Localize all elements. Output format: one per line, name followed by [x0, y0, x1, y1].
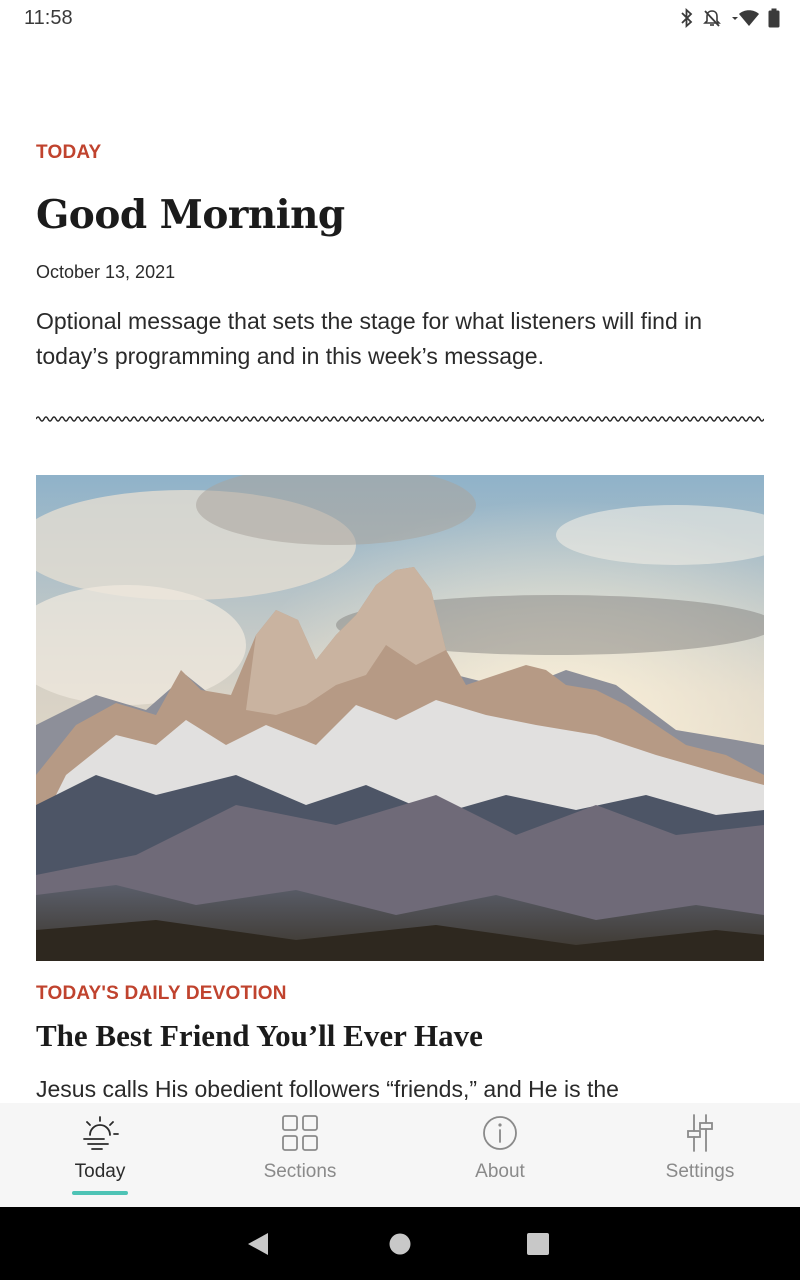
- info-icon: [478, 1111, 522, 1155]
- wifi-icon: [730, 8, 760, 28]
- tab-about[interactable]: [400, 1103, 600, 1207]
- mountain-photo: [36, 475, 764, 961]
- tab-sections[interactable]: [200, 1103, 400, 1207]
- sliders-icon: [678, 1111, 722, 1155]
- tab-today-label: Today: [74, 1161, 126, 1182]
- system-nav-bar: [0, 1207, 800, 1280]
- tab-settings[interactable]: [600, 1103, 800, 1207]
- battery-icon: [768, 8, 780, 28]
- today-feed[interactable]: [0, 36, 800, 1103]
- grid-icon: [278, 1111, 322, 1155]
- tab-about-label: About: [475, 1161, 525, 1182]
- status-time: 11:58: [24, 7, 73, 29]
- tab-settings-label: Settings: [665, 1161, 735, 1182]
- intro-message: Optional message that sets the stage for what listeners will find in today’s programming and in this week’s message.: [36, 308, 703, 369]
- recents-icon[interactable]: [527, 1232, 549, 1260]
- devotion-title[interactable]: The Best Friend You’ll Ever Have: [36, 1018, 483, 1053]
- sunrise-icon: [78, 1111, 122, 1155]
- active-tab-indicator: [72, 1191, 128, 1195]
- hero-image[interactable]: [36, 475, 764, 961]
- tab-sections-label: Sections: [263, 1161, 337, 1182]
- home-icon[interactable]: [389, 1232, 411, 1260]
- back-icon[interactable]: [247, 1232, 269, 1260]
- page-title: Good Morning: [36, 192, 345, 238]
- date-label: October 13, 2021: [36, 262, 176, 282]
- section-eyebrow: TODAY: [36, 142, 102, 163]
- status-icons: [680, 6, 780, 30]
- devotion-excerpt: Jesus calls His obedient followers “friends,” and He is the: [36, 1076, 619, 1102]
- bottom-nav: [0, 1103, 800, 1207]
- devotion-label: TODAY'S DAILY DEVOTION: [36, 983, 287, 1004]
- status-bar: [0, 0, 800, 36]
- bluetooth-icon: [680, 8, 694, 28]
- tab-today[interactable]: [0, 1103, 200, 1207]
- notifications-off-icon: [702, 8, 722, 28]
- wavy-divider: [36, 412, 764, 426]
